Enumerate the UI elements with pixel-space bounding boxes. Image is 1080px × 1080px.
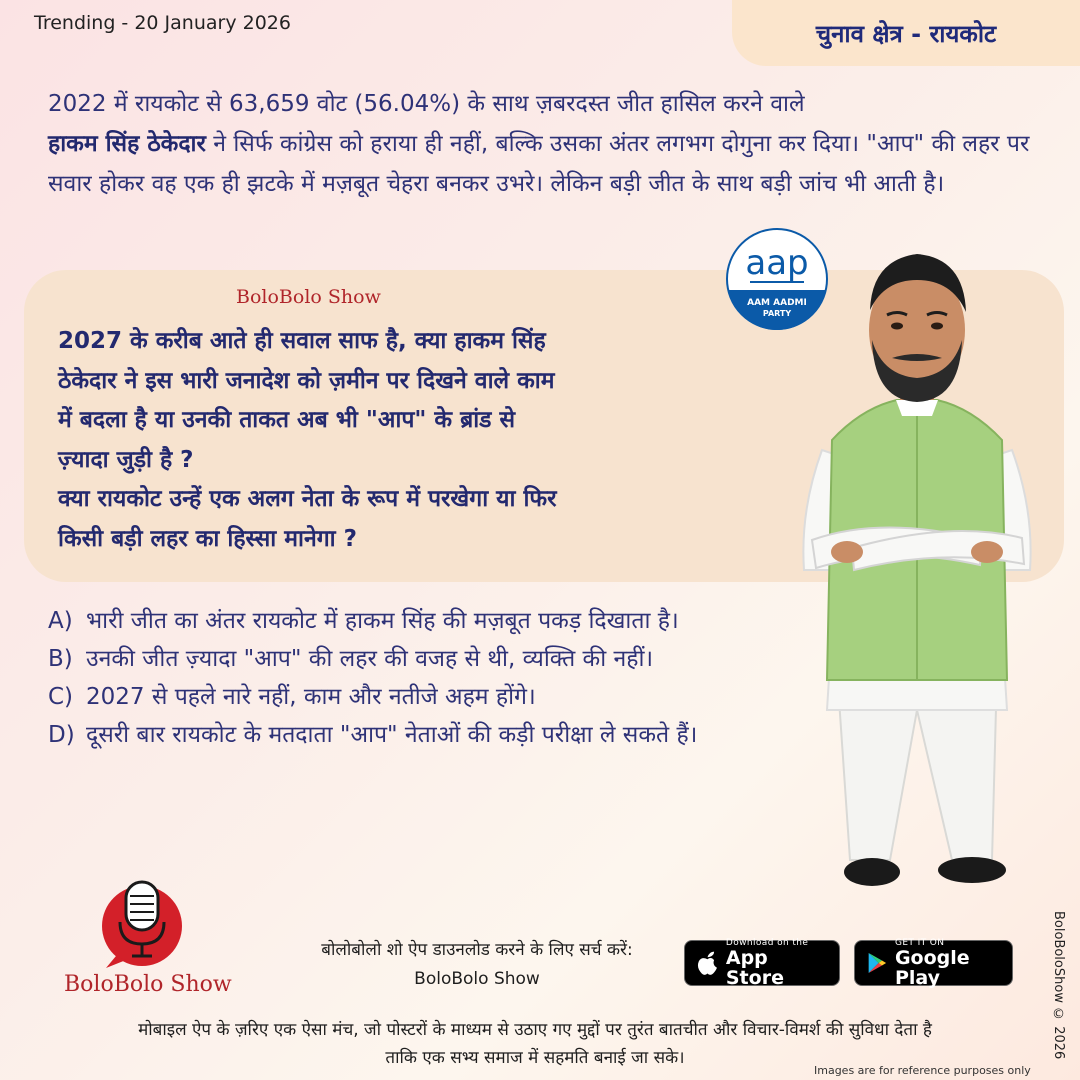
trending-date: Trending - 20 January 2026 xyxy=(34,12,291,34)
option-key: B) xyxy=(48,646,73,672)
download-line2: BoloBolo Show xyxy=(414,969,540,989)
brand-name: BoloBolo Show xyxy=(64,972,232,997)
tagline-line1: मोबाइल ऐप के ज़रिए एक ऐसा मंच, जो पोस्टरों के माध्यम से उठाए गए मुद्दों पर तुरंत बातचीत और विचार-विमर्श की सुविधा देता है xyxy=(138,1020,932,1040)
option-text: उनकी जीत ज़्यादा "आप" की लहर की वजह से थी, व्यक्ति की नहीं। xyxy=(86,646,654,672)
option-d xyxy=(48,716,818,754)
app-store-button[interactable] xyxy=(684,938,840,989)
option-key: D) xyxy=(48,722,75,748)
candidate-name: हाकम सिंह ठेकेदार xyxy=(48,131,206,157)
option-c xyxy=(48,678,818,716)
copyright-vertical: BoloBoloShow © 2026 xyxy=(1051,910,1066,1060)
question-part2: क्या रायकोट उन्हें एक अलग नेता के रूप में परखेगा या फिर किसी बड़ी लहर का हिस्सा मानेगा ? xyxy=(58,486,557,552)
download-line1: बोलोबोलो शो ऐप डाउनलोड करने के लिए सर्च करें: xyxy=(321,940,633,960)
disclaimer: Images are for reference purposes only xyxy=(814,1064,1031,1077)
question-part1: 2027 के करीब आते ही सवाल साफ है, क्या हाकम सिंह ठेकेदार ने इस भारी जनादेश को ज़मीन पर दिखने वाले काम में बदला है या उनकी ताकत अब भी "आप" के ब्रांड से ज़्यादा जुड़ी है ? xyxy=(58,328,555,473)
option-key: C) xyxy=(48,684,74,710)
aap-wordmark: aap xyxy=(745,243,809,283)
download-instructions xyxy=(282,936,672,994)
option-b xyxy=(48,640,818,678)
microphone-icon xyxy=(96,878,188,970)
option-text: दूसरी बार रायकोट के मतदाता "आप" नेताओं की कड़ी परीक्षा ले सकते हैं। xyxy=(86,722,698,748)
play-big-text: Google Play xyxy=(894,947,970,989)
option-text: भारी जीत का अंतर रायकोट में हाकम सिंह की मज़बूत पकड़ दिखाता है। xyxy=(86,608,679,634)
option-a xyxy=(48,602,818,640)
right-shoe xyxy=(938,857,1006,883)
intro-text-part1: 2022 में रायकोट से 63,659 वोट (56.04%) के साथ ज़बरदस्त जीत हासिल करने वाले xyxy=(48,91,805,117)
appstore-big-text: App Store xyxy=(725,947,784,989)
google-play-button[interactable] xyxy=(854,938,1013,989)
appstore-small-text: Download on the xyxy=(725,938,809,948)
option-text: 2027 से पहले नारे नहीं, काम और नतीजे अहम होंगे। xyxy=(86,684,536,710)
tagline-line2: ताकि एक सभ्य समाज में सहमति बनाई जा सके। xyxy=(385,1048,685,1068)
constituency-label: चुनाव क्षेत्र - रायकोट xyxy=(732,0,1080,66)
apple-icon xyxy=(697,950,718,976)
options-list xyxy=(48,602,818,754)
aap-logo-line2: PARTY xyxy=(762,309,792,318)
question-text xyxy=(58,322,778,559)
aap-logo-line1: AAM AADMI xyxy=(747,298,807,308)
play-small-text: GET IT ON xyxy=(894,938,945,948)
politician-illustration xyxy=(792,240,1042,900)
google-play-icon xyxy=(867,950,887,976)
intro-text-part2: ने सिर्फ कांग्रेस को हराया ही नहीं, बल्कि उसका अंतर लगभग दोगुना कर दिया। "आप" की लहर पर सवार होकर वह एक ही झटके में मज़बूत चेहरा बनकर उभरे। लेकिन बड़ी जीत के साथ बड़ी जांच भी आती है। xyxy=(48,131,1030,197)
intro-paragraph xyxy=(48,84,1033,204)
left-shoe xyxy=(844,858,900,886)
option-key: A) xyxy=(48,608,73,634)
question-box-brand: BoloBolo Show xyxy=(236,286,381,308)
